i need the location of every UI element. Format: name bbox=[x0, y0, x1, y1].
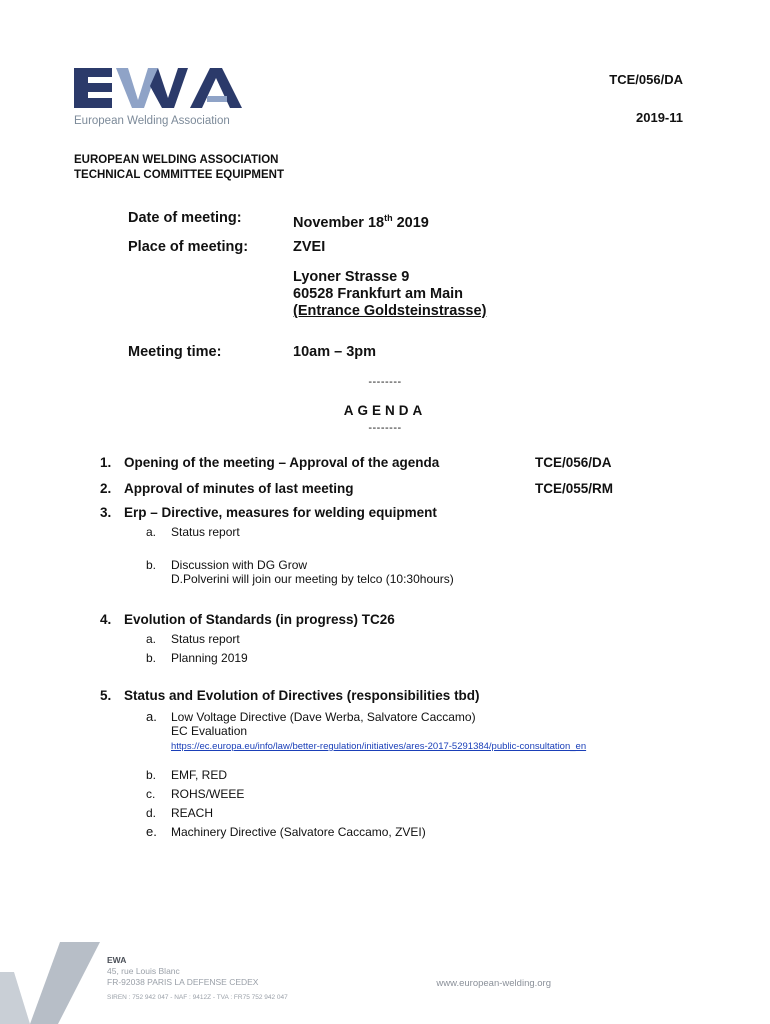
subitem-text: REACH bbox=[171, 806, 214, 820]
agenda-item-1-ref: TCE/056/DA bbox=[535, 455, 612, 470]
footer-address bbox=[107, 955, 288, 1003]
footer-ids: SIREN : 752 942 047 - NAF : 9412Z - TVA : FR75 752 942 047 bbox=[107, 994, 288, 1001]
agenda-item-number: 5. bbox=[100, 688, 112, 703]
agenda-item-text: Approval of minutes of last meeting bbox=[124, 481, 354, 496]
subitem-letter: a. bbox=[146, 709, 157, 724]
subitem-text: Planning 2019 bbox=[171, 651, 248, 665]
agenda-subitem bbox=[146, 558, 454, 586]
ewa-logo bbox=[72, 64, 247, 134]
organization-name: EUROPEAN WELDING ASSOCIATION bbox=[74, 154, 279, 166]
agenda-item-2 bbox=[100, 481, 354, 496]
agenda-item-4 bbox=[100, 612, 395, 627]
agenda-item-5 bbox=[100, 688, 480, 703]
subitem-text: Machinery Directive (Salvatore Caccamo, ZVEI) bbox=[171, 825, 426, 839]
date-value-main: November 18 bbox=[293, 214, 385, 231]
agenda-item-3 bbox=[100, 505, 437, 520]
footer-org: EWA bbox=[107, 955, 127, 965]
subitem-text-line2: EC Evaluation bbox=[171, 724, 248, 738]
ec-consultation-link[interactable]: https://ec.europa.eu/info/law/better-regulation/initiatives/ares-2017-5291384/public-consultation_en bbox=[171, 741, 587, 752]
document-reference: TCE/056/DA bbox=[609, 72, 683, 87]
subitem-text: ROHS/WEEE bbox=[171, 787, 245, 801]
subitem-text: Status report bbox=[171, 525, 240, 539]
subitem-letter: b. bbox=[146, 558, 157, 572]
date-of-meeting-label: Date of meeting: bbox=[128, 210, 242, 226]
agenda-divider-top: -------- bbox=[368, 376, 402, 388]
date-value-year: 2019 bbox=[392, 214, 429, 231]
date-of-meeting-value bbox=[293, 210, 429, 232]
meeting-time-label: Meeting time: bbox=[128, 344, 222, 360]
subitem-text: EMF, RED bbox=[171, 768, 228, 782]
place-of-meeting-label: Place of meeting: bbox=[128, 239, 249, 255]
ewa-logo-subtitle: European Welding Association bbox=[74, 115, 230, 127]
subitem-text: Low Voltage Directive (Dave Werba, Salvatore Caccamo) bbox=[171, 710, 476, 724]
subitem-letter: e. bbox=[146, 824, 157, 839]
agenda-item-number: 1. bbox=[100, 455, 112, 470]
subitem-letter: b. bbox=[146, 651, 157, 665]
agenda-item-number: 2. bbox=[100, 481, 112, 496]
agenda-item-text: Erp – Directive, measures for welding equipment bbox=[124, 505, 437, 520]
subitem-text: Status report bbox=[171, 632, 240, 646]
agenda-subitem bbox=[146, 768, 227, 782]
agenda-item-2-ref: TCE/055/RM bbox=[535, 481, 614, 496]
agenda-item-number: 3. bbox=[100, 505, 112, 520]
footer-address-line-2: FR-92038 PARIS LA DEFENSE CEDEX bbox=[107, 977, 259, 987]
agenda-subitem bbox=[146, 787, 244, 801]
agenda-subitem bbox=[146, 651, 248, 665]
agenda-item-text: Opening of the meeting – Approval of the agenda bbox=[124, 455, 440, 470]
agenda-title: AGENDA bbox=[343, 403, 427, 418]
subitem-letter: d. bbox=[146, 806, 157, 820]
document-date: 2019-11 bbox=[636, 110, 683, 125]
agenda-subitem bbox=[146, 710, 586, 754]
agenda-subitem bbox=[146, 825, 426, 839]
address-line-1: Lyoner Strasse 9 bbox=[293, 269, 410, 285]
agenda-subitem bbox=[146, 525, 240, 539]
subitem-letter: c. bbox=[146, 787, 156, 801]
subitem-letter: a. bbox=[146, 525, 157, 539]
footer-address-line-1: 45, rue Louis Blanc bbox=[107, 966, 180, 976]
address-line-2: 60528 Frankfurt am Main bbox=[293, 286, 464, 302]
subitem-text: Discussion with DG Grow bbox=[171, 558, 308, 572]
agenda-item-text: Evolution of Standards (in progress) TC26 bbox=[124, 612, 395, 627]
agenda-item-text: Status and Evolution of Directives (responsibilities tbd) bbox=[124, 688, 480, 703]
agenda-subitem bbox=[146, 632, 240, 646]
meeting-time-value: 10am – 3pm bbox=[293, 344, 377, 360]
agenda-item-number: 4. bbox=[100, 612, 112, 627]
ewa-logo-mark bbox=[72, 64, 247, 112]
footer-website[interactable]: www.european-welding.org bbox=[436, 978, 551, 989]
agenda-item-1 bbox=[100, 455, 439, 470]
subitem-letter: b. bbox=[146, 768, 157, 782]
agenda-subitem bbox=[146, 806, 213, 820]
committee-name: TECHNICAL COMMITTEE EQUIPMENT bbox=[74, 169, 284, 181]
subitem-letter: a. bbox=[146, 632, 157, 646]
agenda-divider-bottom: -------- bbox=[368, 422, 402, 434]
subitem-text-line2: D.Polverini will join our meeting by telco (10:30hours) bbox=[171, 572, 454, 586]
footer-logo-check-icon bbox=[0, 942, 100, 1024]
address-line-3: (Entrance Goldsteinstrasse) bbox=[293, 303, 487, 319]
place-name: ZVEI bbox=[293, 239, 326, 255]
date-value-suffix: th bbox=[384, 213, 393, 223]
